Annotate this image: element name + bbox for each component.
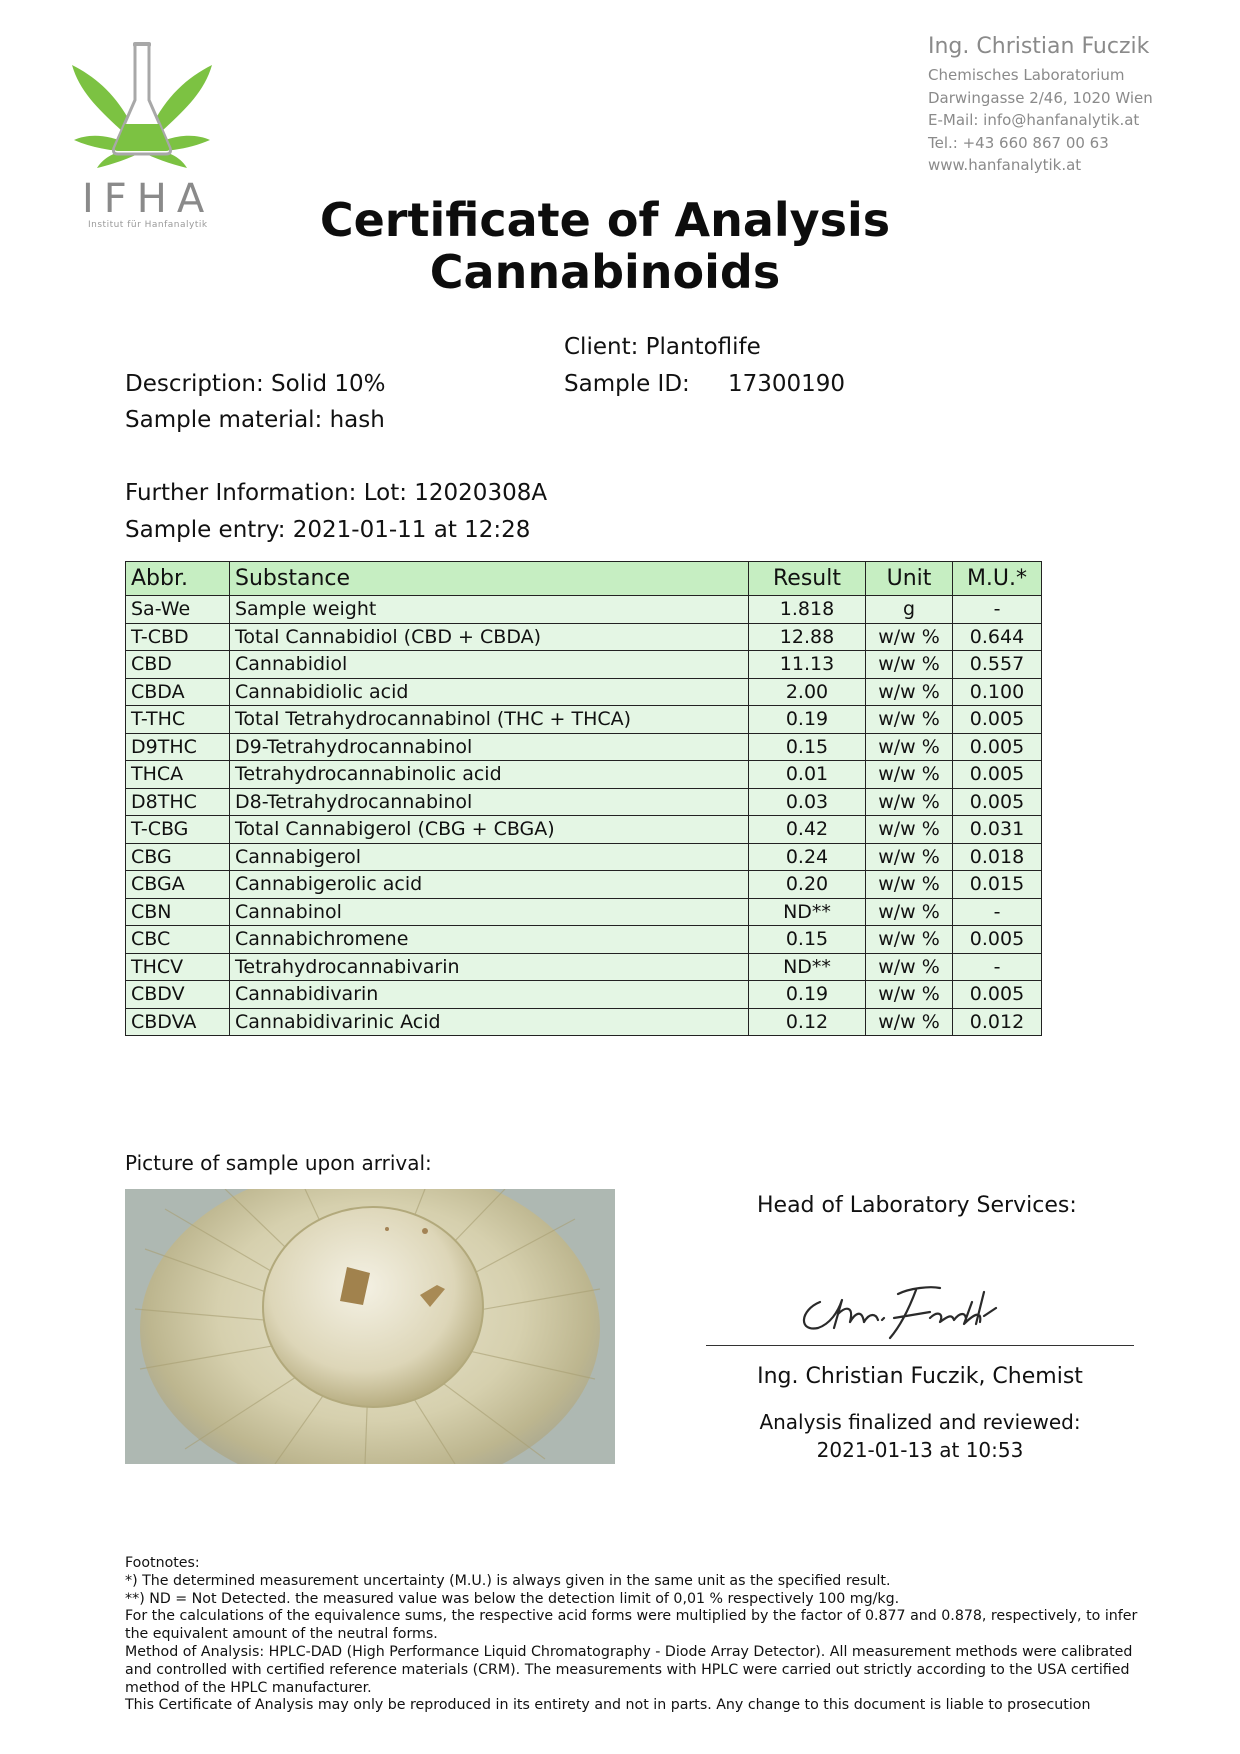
cell-result: 0.12: [749, 1008, 866, 1036]
cell-abbr: CBDA: [126, 678, 230, 706]
cell-unit: w/w %: [866, 1008, 953, 1036]
client-info: Client: Plantoflife: [564, 334, 761, 360]
header-abbr: Abbr.: [126, 562, 230, 596]
cell-substance: Total Tetrahydrocannabinol (THC + THCA): [230, 706, 749, 734]
cell-unit: w/w %: [866, 953, 953, 981]
cell-result: 0.42: [749, 816, 866, 844]
cell-abbr: CBG: [126, 843, 230, 871]
cell-unit: w/w %: [866, 816, 953, 844]
cell-substance: D9-Tetrahydrocannabinol: [230, 733, 749, 761]
table-row: [126, 761, 1042, 789]
cell-substance: Tetrahydrocannabivarin: [230, 953, 749, 981]
cell-mu: 0.012: [953, 1008, 1042, 1036]
cell-unit: w/w %: [866, 898, 953, 926]
cell-abbr: THCV: [126, 953, 230, 981]
table-row: [126, 871, 1042, 899]
cell-abbr: T-THC: [126, 706, 230, 734]
cell-result: 0.15: [749, 733, 866, 761]
cell-substance: Cannabidiolic acid: [230, 678, 749, 706]
page-subtitle: Cannabinoids: [429, 245, 781, 299]
cell-abbr: D8THC: [126, 788, 230, 816]
cell-substance: Cannabidiol: [230, 651, 749, 679]
cell-mu: 0.100: [953, 678, 1042, 706]
table-row: [126, 651, 1042, 679]
cell-unit: w/w %: [866, 843, 953, 871]
footnote-reproduction: This Certificate of Analysis may only be reproduced in its entirety and not in parts. Any change to this document is liable to prosecution: [125, 1697, 1091, 1714]
cell-mu: 0.005: [953, 761, 1042, 789]
cell-abbr: CBDVA: [126, 1008, 230, 1036]
cell-result: 0.01: [749, 761, 866, 789]
results-table: [125, 561, 1042, 1036]
picture-label: Picture of sample upon arrival:: [125, 1151, 432, 1175]
table-row: [126, 953, 1042, 981]
cell-abbr: CBGA: [126, 871, 230, 899]
cell-abbr: CBN: [126, 898, 230, 926]
signature-line: [706, 1345, 1134, 1346]
table-row: [126, 706, 1042, 734]
chemist-name: Ing. Christian Fuczik, Chemist: [757, 1364, 1083, 1389]
flask-icon: [114, 42, 171, 154]
lab-website: www.hanfanalytik.at: [928, 156, 1082, 174]
cell-mu: 0.015: [953, 871, 1042, 899]
cell-substance: Total Cannabidiol (CBD + CBDA): [230, 623, 749, 651]
cell-substance: Cannabichromene: [230, 926, 749, 954]
sample-material-info: Sample material: hash: [125, 407, 385, 433]
cell-result: 0.24: [749, 843, 866, 871]
sample-id-value: 17300190: [728, 371, 846, 397]
cell-mu: 0.018: [953, 843, 1042, 871]
cell-unit: w/w %: [866, 623, 953, 651]
lab-phone: Tel.: +43 660 867 00 63: [928, 133, 1109, 152]
cell-result: 0.15: [749, 926, 866, 954]
cell-result: 0.20: [749, 871, 866, 899]
cell-substance: Cannabigerol: [230, 843, 749, 871]
header-mu: M.U.*: [953, 562, 1042, 596]
cell-unit: g: [866, 596, 953, 624]
cell-mu: 0.005: [953, 706, 1042, 734]
finalized-label: Analysis finalized and reviewed:: [759, 1410, 1081, 1434]
lab-contact: [928, 30, 1153, 177]
cell-mu: 0.005: [953, 733, 1042, 761]
cell-mu: -: [953, 596, 1042, 624]
table-row: [126, 981, 1042, 1009]
header-unit: Unit: [866, 562, 953, 596]
cell-abbr: T-CBG: [126, 816, 230, 844]
table-row: [126, 843, 1042, 871]
table-row: [126, 816, 1042, 844]
cell-mu: 0.557: [953, 651, 1042, 679]
logo-text: IFHA: [82, 176, 215, 222]
table-row: [126, 1008, 1042, 1036]
finalized-date: 2021-01-13 at 10:53: [816, 1438, 1024, 1462]
cell-result: 0.19: [749, 706, 866, 734]
cell-substance: Sample weight: [230, 596, 749, 624]
cell-unit: w/w %: [866, 761, 953, 789]
cell-mu: -: [953, 898, 1042, 926]
footnote-mu: *) The determined measurement uncertainty (M.U.) is always given in the same unit as the specified result.: [125, 1572, 891, 1589]
cell-result: 1.818: [749, 596, 866, 624]
cell-mu: 0.005: [953, 981, 1042, 1009]
cell-result: 11.13: [749, 651, 866, 679]
cell-result: ND**: [749, 953, 866, 981]
page-title: Certificate of Analysis: [319, 193, 891, 247]
sample-entry: Sample entry: 2021-01-11 at 12:28: [125, 517, 531, 543]
table-row: [126, 623, 1042, 651]
table-row: [126, 926, 1042, 954]
cell-unit: w/w %: [866, 871, 953, 899]
cell-abbr: CBD: [126, 651, 230, 679]
lab-line: Chemisches Laboratorium: [928, 66, 1125, 84]
cell-result: 0.19: [749, 981, 866, 1009]
finalized-block: [706, 1408, 1134, 1464]
footnotes-heading: Footnotes:: [125, 1555, 200, 1571]
cell-abbr: T-CBD: [126, 623, 230, 651]
signature-image: [790, 1262, 1020, 1342]
footnote-nd: **) ND = Not Detected. the measured value was below the detection limit of 0,01 % respectively 100 mg/kg.: [125, 1590, 900, 1607]
lab-address: Darwingasse 2/46, 1020 Wien: [928, 88, 1153, 107]
cell-mu: 0.644: [953, 623, 1042, 651]
table-header-row: [126, 562, 1042, 596]
description-info: Description: Solid 10%: [125, 371, 386, 397]
results-body: [126, 596, 1042, 1036]
cell-substance: Cannabigerolic acid: [230, 871, 749, 899]
table-row: [126, 898, 1042, 926]
cell-mu: 0.031: [953, 816, 1042, 844]
lab-name: Ing. Christian Fuczik: [928, 34, 1150, 59]
table-row: [126, 596, 1042, 624]
cell-mu: 0.005: [953, 926, 1042, 954]
cell-abbr: THCA: [126, 761, 230, 789]
cell-result: ND**: [749, 898, 866, 926]
further-information: Further Information: Lot: 12020308A: [125, 480, 548, 506]
cell-result: 12.88: [749, 623, 866, 651]
cell-substance: Cannabinol: [230, 898, 749, 926]
cell-substance: Cannabidivarinic Acid: [230, 1008, 749, 1036]
cell-result: 0.03: [749, 788, 866, 816]
lab-email: E-Mail: info@hanfanalytik.at: [928, 111, 1140, 129]
table-row: [126, 678, 1042, 706]
cell-abbr: D9THC: [126, 733, 230, 761]
logo-subtext: Institut für Hanfanalytik: [88, 220, 208, 230]
footnotes: [125, 1555, 1155, 1715]
footnote-equivalence: For the calculations of the equivalence sums, the respective acid forms were multiplied by the factor of 0.877 and 0.878, respectively, to infer the equivalent amount of the neutral forms.: [125, 1608, 1138, 1643]
cell-unit: w/w %: [866, 788, 953, 816]
sample-id-label: Sample ID:: [564, 371, 690, 397]
cell-mu: -: [953, 953, 1042, 981]
cell-unit: w/w %: [866, 706, 953, 734]
cell-mu: 0.005: [953, 788, 1042, 816]
cell-unit: w/w %: [866, 651, 953, 679]
cell-unit: w/w %: [866, 678, 953, 706]
cell-abbr: Sa-We: [126, 596, 230, 624]
cell-result: 2.00: [749, 678, 866, 706]
table-row: [126, 733, 1042, 761]
header-result: Result: [749, 562, 866, 596]
head-of-lab-label: Head of Laboratory Services:: [757, 1193, 1077, 1218]
cell-unit: w/w %: [866, 926, 953, 954]
cell-abbr: CBDV: [126, 981, 230, 1009]
cell-substance: D8-Tetrahydrocannabinol: [230, 788, 749, 816]
cell-substance: Cannabidivarin: [230, 981, 749, 1009]
header-substance: Substance: [230, 562, 749, 596]
cell-unit: w/w %: [866, 733, 953, 761]
table-row: [126, 788, 1042, 816]
footnote-method: Method of Analysis: HPLC-DAD (High Performance Liquid Chromatography - Diode Array Detector). All measurement methods were calibrated and controlled with certified reference materials (CRM). The measurements with HPLC were carried out strictly according to the USA certified method of the HPLC manufacturer.: [125, 1643, 1133, 1696]
cell-unit: w/w %: [866, 981, 953, 1009]
cell-substance: Tetrahydrocannabinolic acid: [230, 761, 749, 789]
sample-photo: [125, 1189, 615, 1464]
cell-substance: Total Cannabigerol (CBG + CBGA): [230, 816, 749, 844]
cell-abbr: CBC: [126, 926, 230, 954]
